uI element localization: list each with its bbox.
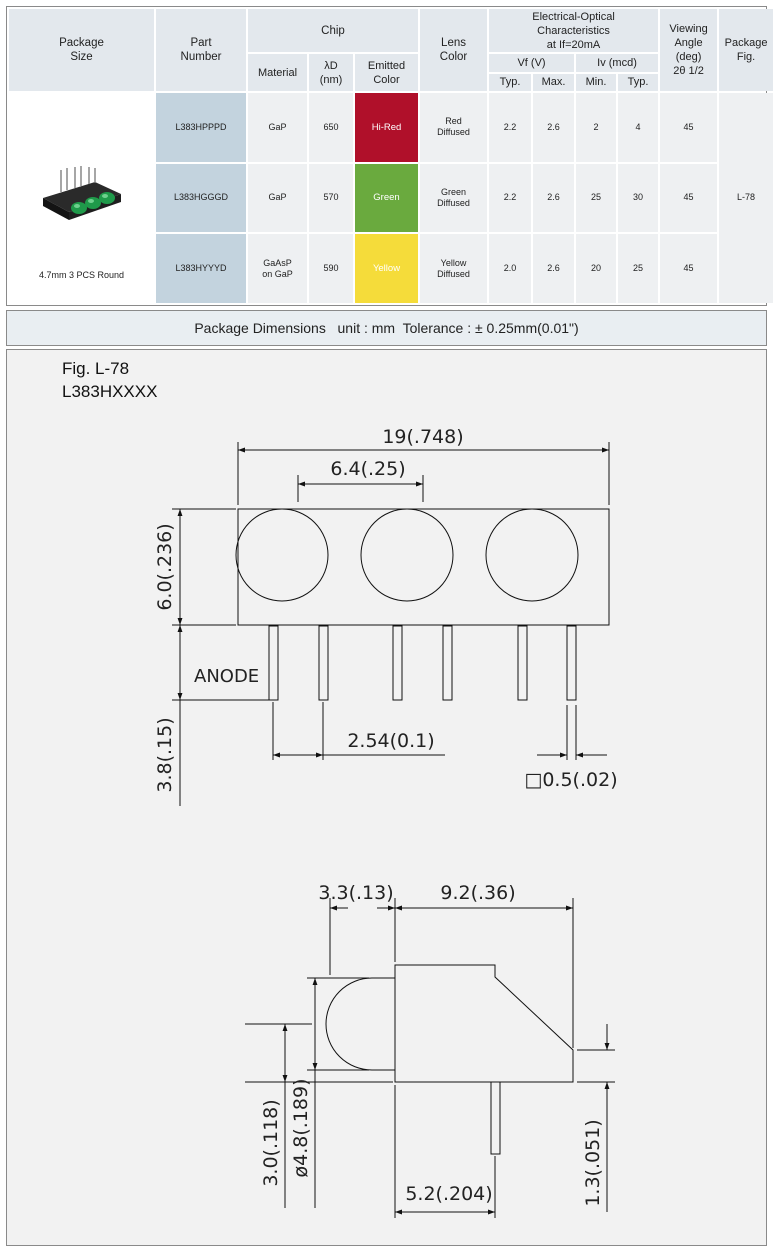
anode-label: ANODE	[194, 666, 260, 687]
lead-offset-label: 5.2(.204)	[405, 1183, 493, 1205]
viewing-angle: 45	[660, 93, 717, 162]
dimension-drawing	[7, 350, 766, 1245]
side-dome-outline	[326, 978, 395, 1070]
lead-5	[518, 626, 527, 700]
package-dimensions-header: Package Dimensions unit : mm Tolerance : ± 0.25mm(0.01")	[6, 310, 767, 346]
header-material: Material	[248, 54, 307, 90]
emitted-color-swatch: Hi-Red	[355, 93, 418, 162]
wavelength: 650	[309, 93, 353, 162]
part-number: L383HYYYD	[156, 234, 246, 303]
package-size-label: 4.7mm 3 PCS Round	[38, 270, 125, 280]
header-package-size: Package Size	[9, 9, 154, 91]
body-depth-label: 9.2(.36)	[440, 882, 516, 904]
lens-color: Red Diffused	[420, 93, 487, 162]
header-vf-max: Max.	[533, 74, 574, 91]
material: GaP	[248, 93, 307, 162]
header-iv: Iv (mcd)	[576, 54, 658, 71]
vf-max: 2.6	[533, 93, 574, 162]
center-height-label: 3.0(.118)	[260, 1099, 282, 1187]
iv-typ: 4	[618, 93, 658, 162]
lead-spacing-label: 2.54(0.1)	[347, 730, 435, 752]
viewing-angle: 45	[660, 234, 717, 303]
iv-min: 25	[576, 164, 616, 233]
header-part-number: Part Number	[156, 9, 246, 91]
figure-title: Fig. L-78	[62, 359, 130, 378]
vf-typ: 2.2	[489, 93, 531, 162]
drawing-panel	[6, 349, 767, 1246]
lens-color: Yellow Diffused	[420, 234, 487, 303]
vf-max: 2.6	[533, 164, 574, 233]
material: GaAsP on GaP	[248, 234, 307, 303]
iv-min: 2	[576, 93, 616, 162]
lead-1	[269, 626, 278, 700]
header-lambda-d: λD (nm)	[309, 54, 353, 90]
table-row	[9, 93, 773, 162]
lens-color: Green Diffused	[420, 164, 487, 233]
vf-typ: 2.2	[489, 164, 531, 233]
iv-typ: 30	[618, 164, 658, 233]
lead-2	[319, 626, 328, 700]
header-electrical-optical: Electrical-Optical Characteristics at If=20mA	[489, 9, 658, 52]
header-vf-typ: Typ.	[489, 74, 531, 91]
standoff-label: 1.3(.051)	[582, 1119, 604, 1207]
part-number: L383HGGGD	[156, 164, 246, 233]
header-iv-min: Min.	[576, 74, 616, 91]
header-package-fig: Package Fig.	[719, 9, 773, 91]
emitted-color-swatch: Yellow	[355, 234, 418, 303]
material: GaP	[248, 164, 307, 233]
vf-typ: 2.0	[489, 234, 531, 303]
package-size-cell	[9, 93, 154, 303]
led-package-photo	[39, 164, 125, 228]
lead-4	[443, 626, 452, 700]
header-viewing-angle: Viewing Angle (deg) 2θ 1/2	[660, 9, 717, 91]
pitch-label: 6.4(.25)	[330, 458, 406, 480]
front-body-outline	[238, 509, 609, 625]
overall-width-label: 19(.748)	[382, 426, 464, 448]
header-vf: Vf (V)	[489, 54, 574, 71]
wavelength: 590	[309, 234, 353, 303]
spec-table	[7, 7, 773, 305]
header-iv-typ: Typ.	[618, 74, 658, 91]
iv-min: 20	[576, 234, 616, 303]
viewing-angle: 45	[660, 164, 717, 233]
lead-length-label: 3.8(.15)	[154, 717, 176, 793]
header-emitted-color: Emitted Color	[355, 54, 418, 90]
lead-size-label: □0.5(.02)	[524, 769, 618, 791]
side-lead	[491, 1082, 500, 1154]
emitted-color-swatch: Green	[355, 164, 418, 233]
header-lens-color: Lens Color	[420, 9, 487, 91]
header-chip: Chip	[248, 9, 418, 52]
lead-3	[393, 626, 402, 700]
package-fig-cell: L-78	[719, 93, 773, 303]
iv-typ: 25	[618, 234, 658, 303]
part-number: L383HPPPD	[156, 93, 246, 162]
body-height-label: 6.0(.236)	[154, 523, 176, 611]
figure-part-code: L383HXXXX	[62, 382, 158, 401]
dome-diameter-label: ø4.8(.189)	[290, 1078, 312, 1178]
lead-6	[567, 626, 576, 700]
vf-max: 2.6	[533, 234, 574, 303]
dome-depth-label: 3.3(.13)	[318, 882, 394, 904]
spec-table-frame	[6, 6, 767, 306]
wavelength: 570	[309, 164, 353, 233]
side-body-outline	[395, 965, 573, 1082]
